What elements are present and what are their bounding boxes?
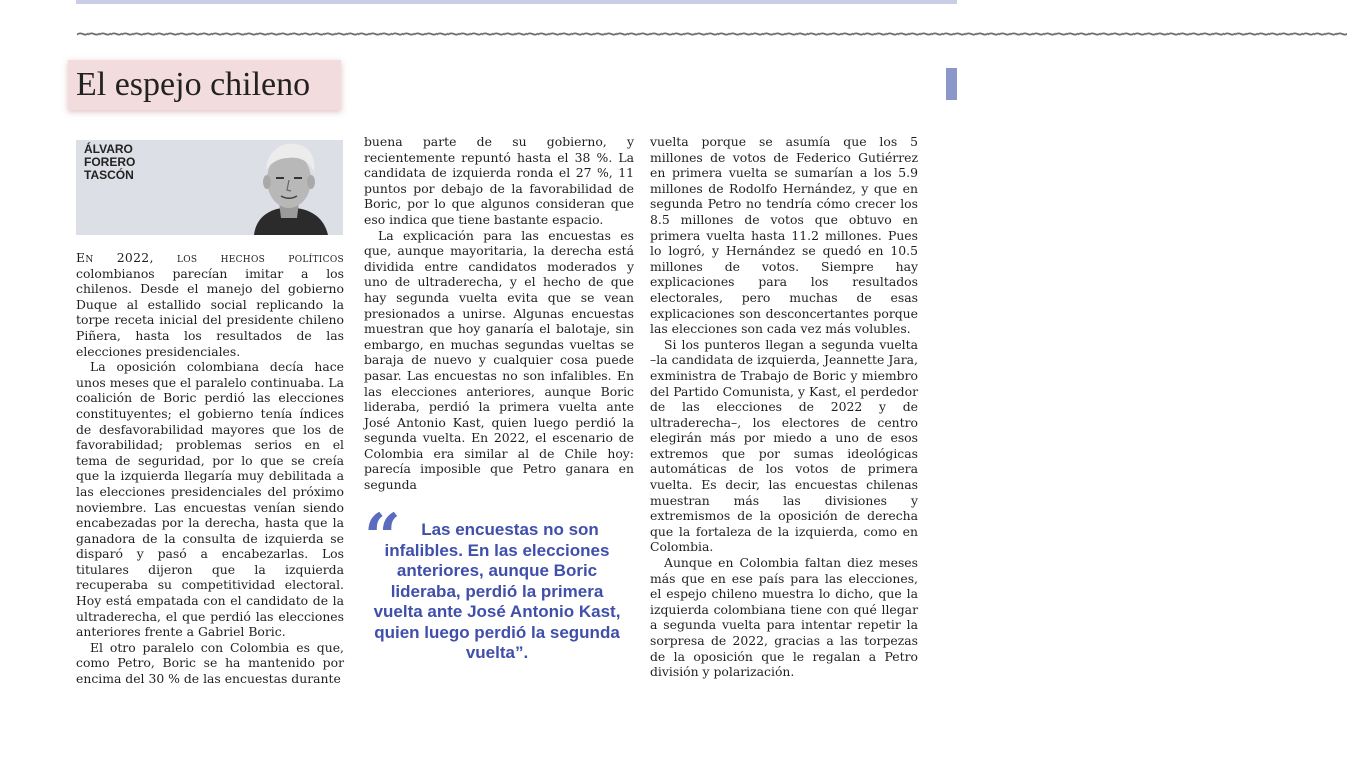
article-column-2	[364, 134, 634, 493]
author-portrait	[234, 140, 343, 235]
paragraph: Si los punteros llegan a segunda vuelta –la candidata de izquierda, Jeannette Jara, exministra de Trabajo de Boric y miembro del Partido Comunista, y Kast, el perdedor de las elecciones de 2022 y de ultraderecha–, los electores de centro elegirán más por miedo a uno de esos extremos que por sumas ideológicas automáticas de los votos de primera vuelta. Es decir, las encuestas chilenas muestran más las divisiones y extremismos de la oposición de derecha que la fortaleza de la izquierda, como en Colombia.	[650, 336, 918, 555]
author-box	[76, 140, 343, 235]
paragraph: buena parte de su gobierno, y recientemente repuntó hasta el 38 %. La candidata de izquierda ronda el 27 %, 11 puntos por debajo de la favorabilidad de Boric, por lo que algunos consideran que eso indica que tiene bastante espacio.	[364, 134, 634, 227]
pull-quote	[364, 500, 630, 664]
paragraph: Aunque en Colombia faltan diez meses más que en ese país para las elecciones, el espejo chileno muestra lo dicho, que la izquierda colombiana tiene con qué llegar a segunda vuelta para intentar repetir la sorpresa de 2022, gracias a las torpezas de la oposición que le regalan a Petro división y polarización.	[650, 555, 918, 680]
paragraph: El otro paralelo con Colombia es que, como Petro, Boric se ha mantenido por encima del 30 % de las encuestas durante	[76, 639, 344, 687]
author-name	[84, 143, 135, 182]
article-column-1	[76, 250, 344, 687]
author-name-line: TASCÓN	[84, 168, 134, 182]
quote-mark-icon: “	[364, 500, 401, 575]
edge-accent-tab	[946, 68, 957, 100]
author-name-line: ÁLVARO	[84, 142, 133, 156]
paragraph	[76, 250, 344, 359]
page-title: El espejo chileno	[76, 66, 311, 103]
author-name-line: FORERO	[84, 155, 136, 169]
title-banner	[68, 60, 341, 110]
top-rule	[76, 0, 957, 4]
paragraph: La oposición colombiana decía hace unos meses que el paralelo continuaba. La coalición de Boric perdió las elecciones constituyentes; el gobierno tenía índices de desfavorabilidad mayores que los de favorabilidad; problemas serios en el tema de seguridad, por lo que se creía que la izquierda llegaría muy debilitada a las elecciones presidenciales del próximo noviembre. Las encuestas venían siendo encabezadas por la derecha, hasta que la ganadora de la consulta de izquierda se disparó y pasó a encabezarlas. Los titulares dijeron que la izquierda recuperaba su competitividad electoral. Hoy está empatada con el candidato de la ultraderecha, el que perdió las elecciones anteriores frente a Gabriel Boric.	[76, 359, 344, 640]
article-column-3	[650, 134, 918, 680]
paragraph-text: colombianos parecían imitar a los chilenos. Desde el manejo del gobierno Duque al estallido social replicando la torpe receta inicial del presidente chileno Piñera, hasta los resultados de las elecciones presidenciales.	[76, 265, 344, 359]
lead-in: En 2022, los hechos políticos	[76, 250, 344, 265]
paragraph: vuelta porque se asumía que los 5 millones de votos de Federico Gutiérrez en primera vuelta se sumarían a los 5.9 millones de Rodolfo Hernández, y que en segunda Petro no tendría cómo crecer los 8.5 millones de votos que obtuvo en primera vuelta hasta 11.2 millones. Pues lo logró, y Hernández se quedó en 10.5 millones de votos. Siempre hay explicaciones para los resultados electorales, pero muchas de esas explicaciones son desconcertantes porque las elecciones son cada vez más volubles.	[650, 134, 918, 337]
pull-quote-text: Las encuestas no son infalibles. En las elecciones anteriores, aunque Boric lideraba, perdió la primera vuelta ante José Antonio Kast, quien luego perdió la segunda vuelta”.	[373, 520, 621, 662]
paragraph: La explicación para las encuestas es que, aunque mayoritaria, la derecha está dividida entre candidatos moderados y uno de ultraderecha, y el hecho de que hay segunda vuelta evita que se vean presionados a unirse. Algunas encuestas muestran que hoy ganaría el balotaje, sin embargo, en muchas segundas vueltas se baraja de nuevo y cualquier cosa puede pasar. Las encuestas no son infalibles. En las elecciones anteriores, aunque Boric lideraba, perdió la primera vuelta ante José Antonio Kast, quien luego perdió la segunda vuelta. En 2022, el escenario de Colombia era similar al de Chile hoy: parecía imposible que Petro ganara en segunda	[364, 227, 634, 493]
decorative-wave-rule: ~~~~~~~~~~~~~~~~~~~~~~~~~~~~~~~~~~~~~~~~~~~~~~~~~~~~~~~~~~~~~~~~~~~~~~~~~~~~~~~~~~~~~~~~~~~~~~~~~~~~~~~~~~~~~~~~~	[76, 22, 1347, 47]
